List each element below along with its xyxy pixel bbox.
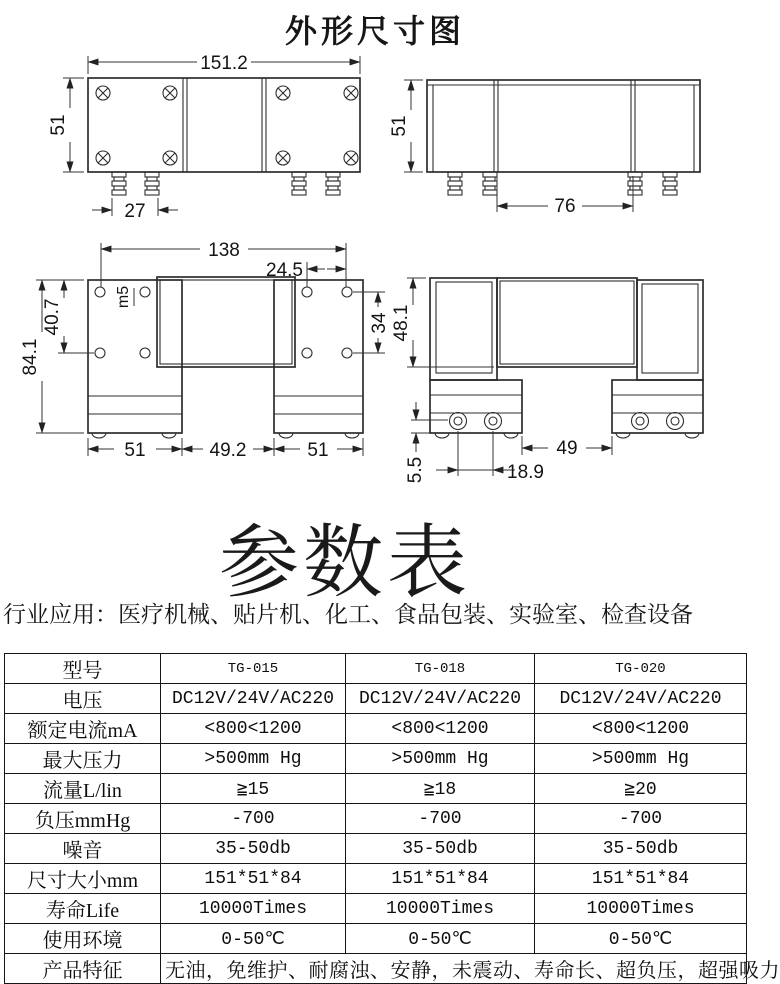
dim-bottom-center-gap (522, 436, 612, 459)
value-cell: <800<1200 (535, 714, 747, 744)
value-cell: -700 (535, 804, 747, 834)
row-label: 使用环境 (5, 924, 161, 954)
dimension-label: 18.9 (507, 462, 544, 483)
row-label: 额定电流mA (5, 714, 161, 744)
value-cell: DC12V/24V/AC220 (535, 684, 747, 714)
model-cell: TG-015 (161, 654, 346, 684)
table-row-rated-current (5, 714, 747, 744)
value-cell: -700 (161, 804, 346, 834)
table-row-flow (5, 774, 747, 804)
model-cell: TG-018 (346, 654, 535, 684)
value-cell: 35-50db (161, 834, 346, 864)
model-cell: TG-020 (535, 654, 747, 684)
value-cell: 151*51*84 (535, 864, 747, 894)
value-cell: DC12V/24V/AC220 (161, 684, 346, 714)
dimension-label: 24.5 (266, 260, 303, 281)
value-cell: ≧20 (535, 774, 747, 804)
value-cell: 0-50℃ (161, 924, 346, 954)
dimension-label: 151.2 (200, 53, 248, 74)
table-row-noise (5, 834, 747, 864)
feature-value-cell: 无油，免维护、耐腐浊、安静，未震动、寿命长、超负压，超强吸力 (161, 954, 747, 984)
row-label: 电压 (5, 684, 161, 714)
table-row-voltage (5, 684, 747, 714)
row-label: 负压mmHg (5, 804, 161, 834)
dimension-label: 49 (556, 438, 578, 459)
table-row-environment (5, 924, 747, 954)
value-cell: -700 (346, 804, 535, 834)
value-cell: 35-50db (346, 834, 535, 864)
table-row-features (5, 954, 747, 984)
dim-front-port-pitch (92, 198, 178, 222)
dim-bottom-height (391, 278, 494, 367)
industry-applications: 行业应用：医疗机械、贴片机、化工、食品包装、实验室、检查设备 (3, 602, 693, 627)
row-label: 最大压力 (5, 744, 161, 774)
dimension-label: 76 (554, 196, 576, 217)
value-cell: ≧15 (161, 774, 346, 804)
dimension-label: 51 (124, 440, 146, 461)
front-view-drawing (48, 53, 360, 222)
value-cell: >500mm Hg (346, 744, 535, 774)
table-row-model (5, 654, 747, 684)
dimension-label: 49.2 (209, 440, 247, 461)
value-cell: 10000Times (161, 894, 346, 924)
value-cell: 0-50℃ (535, 924, 747, 954)
value-cell: 0-50℃ (346, 924, 535, 954)
dimension-drawings (0, 48, 750, 510)
page-title: 外形尺寸图 (284, 13, 465, 49)
value-cell: >500mm Hg (161, 744, 346, 774)
dimension-label: 34 (369, 312, 390, 334)
dimension-label: 48.1 (391, 304, 412, 342)
row-label: 尺寸大小mm (5, 864, 161, 894)
dim-top-hole-pitch-right (353, 292, 390, 353)
value-cell: <800<1200 (161, 714, 346, 744)
value-cell: ≧18 (346, 774, 535, 804)
dim-top-bottom-segments (88, 438, 363, 461)
thread-label: m5 (115, 285, 132, 309)
dim-top-hole-pitch-top (266, 260, 346, 287)
top-view-drawing (20, 240, 390, 461)
bottom-view-drawing (391, 278, 703, 483)
dim-side-height (389, 80, 423, 172)
dimension-label: 51 (307, 440, 329, 461)
side-view-drawing (389, 80, 700, 217)
section-title: 参数表 (219, 520, 471, 608)
row-label: 寿命Life (5, 894, 161, 924)
value-cell: 10000Times (346, 894, 535, 924)
dimension-label: 51 (48, 114, 69, 136)
value-cell: 151*51*84 (346, 864, 535, 894)
value-cell: 10000Times (535, 894, 747, 924)
row-label: 型号 (5, 654, 161, 684)
row-label: 流量L/lin (5, 774, 161, 804)
dimension-label: 5.5 (405, 456, 426, 484)
table-row-size (5, 864, 747, 894)
dimension-label: 84.1 (20, 338, 41, 376)
table-row-life (5, 894, 747, 924)
row-label: 噪音 (5, 834, 161, 864)
dim-side-port-group-pitch (497, 176, 633, 217)
row-label: 产品特征 (5, 954, 161, 984)
dimension-label: 138 (208, 240, 240, 261)
spec-table (4, 653, 780, 984)
value-cell: DC12V/24V/AC220 (346, 684, 535, 714)
dimension-label: 51 (389, 115, 410, 137)
dim-bottom-foot-height (405, 402, 448, 483)
table-row-vacuum (5, 804, 747, 834)
dim-top-hole-pitch-left (42, 280, 94, 353)
value-cell: >500mm Hg (535, 744, 747, 774)
value-cell: 151*51*84 (161, 864, 346, 894)
value-cell: 35-50db (535, 834, 747, 864)
thread-callout (115, 286, 134, 308)
table-row-max-pressure (5, 744, 747, 774)
dim-front-width (88, 53, 360, 74)
dim-bottom-port-pitch (436, 431, 544, 483)
dimension-label: 40.7 (42, 298, 63, 336)
dimension-label: 27 (124, 201, 146, 222)
dim-front-height (48, 78, 84, 172)
value-cell: <800<1200 (346, 714, 535, 744)
